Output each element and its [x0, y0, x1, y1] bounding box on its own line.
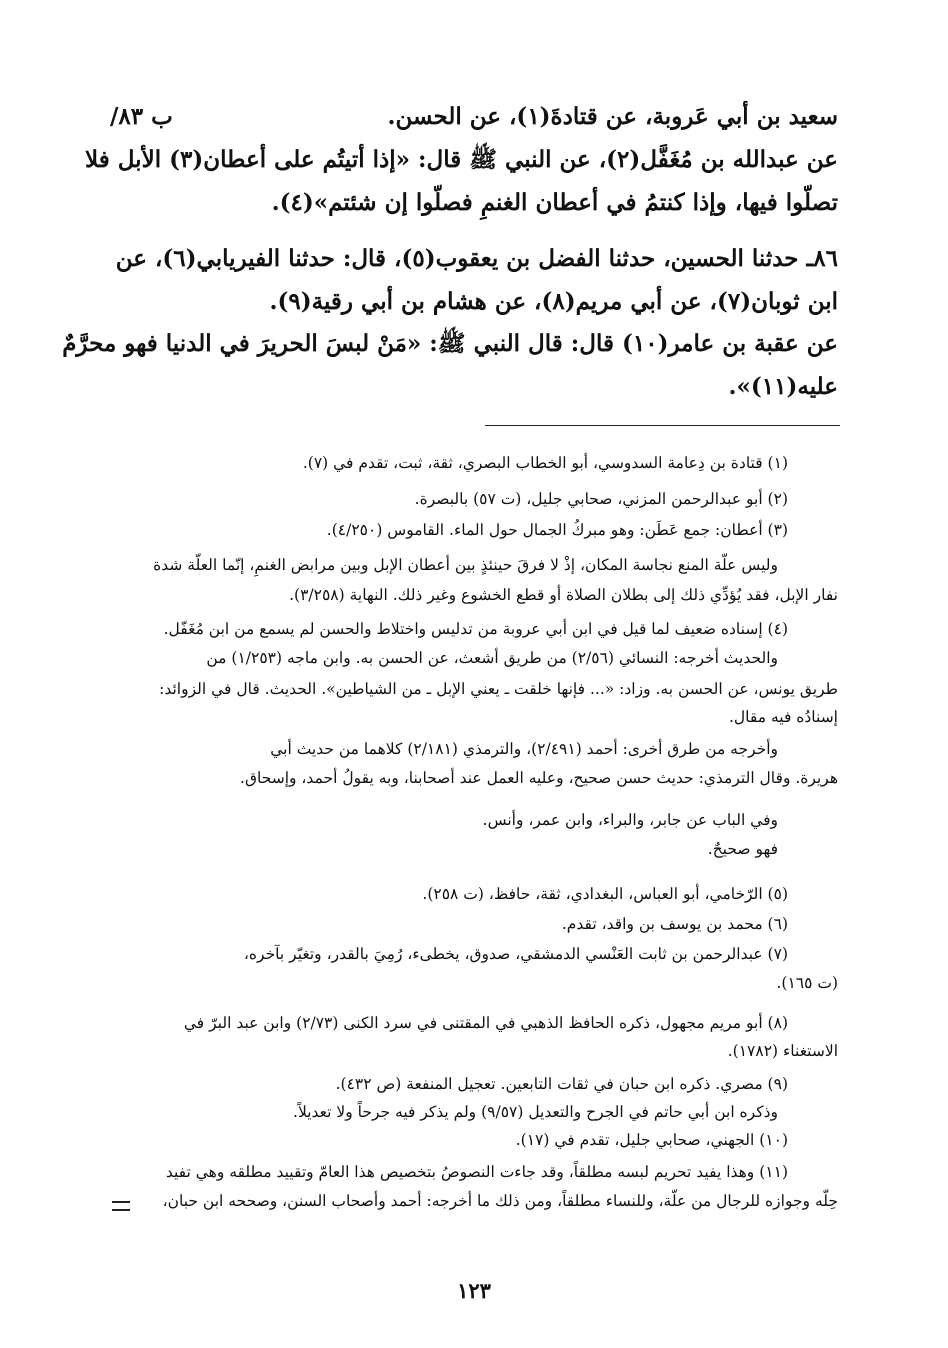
main-line: عن عبدالله بن مُغَفَّل(٢)، عن النبي ﷺ قال: «إذا أتيتُم على أعطان(٣) الأبل فلا — [85, 146, 838, 173]
continuation-mark — [112, 1201, 130, 1211]
footnote: (٧) عبدالرحمن بن ثابت العَنْسي الدمشقي، صدوق، يخطىء، رُمِيَ بالقدر، وتغيّر بآخره، — [243, 945, 788, 963]
footnote: (٣) أعطان: جمع عَطَن: وهو مبركُ الجمال حول الماء. القاموس (٤/٢٥٠). — [326, 521, 788, 539]
footnote-continuation: وأخرجه من طرق أخرى: أحمد (٢/٤٩١)، والترمذي (٢/١٨١) كلاهما من حديث أبي — [270, 740, 778, 758]
main-line: عليه(١١)». — [728, 373, 838, 400]
footnote: (١٠) الجهني، صحابي جليل، تقدم في (١٧). — [515, 1131, 788, 1149]
main-line: عن عقبة بن عامر(١٠) قال: قال النبي ﷺ: «مَنْ لبسَ الحريرَ في الدنيا فهو محرَّمٌ — [62, 330, 838, 357]
footnote: (٦) محمد بن يوسف بن واقد، تقدم. — [561, 915, 788, 933]
footnote: (٩) مصري. ذكره ابن حبان في ثقات التابعين. تعجيل المنفعة (ص ٤٣٢). — [335, 1075, 788, 1093]
footnote: (١١) وهذا يفيد تحريم لبسه مطلقاً، وقد جاءت النصوصُ بتخصيص هذا العامّ وتقييد مطلقه وهي تفيد — [165, 1163, 788, 1181]
footnote-conclusion: فهو صحيحٌ. — [707, 840, 778, 858]
footnote-continuation: حِلّه وجوازه للرجال من علّة، وللنساء مطلقاً، ومن ذلك ما أخرجه: أحمد وأصحاب السنن، وصححه ابن حبان، — [162, 1192, 838, 1210]
footnote: (٥) الرّخامي، أبو العباس، البغدادي، ثقة، حافظ، (ت ٢٥٨). — [422, 885, 788, 903]
page-number: ١٢٣ — [457, 1278, 491, 1303]
footnote-continuation: نفار الإبل، فقد يُؤدِّي ذلك إلى بطلان الصلاة أو قطع الخشوع وغير ذلك. النهاية (٣/٢٥٨). — [289, 586, 838, 604]
footnote-continuation: والحديث أخرجه: النسائي (٢/٥٦) من طريق أشعث، عن الحسن به. وابن ماجه (١/٢٥٣) من — [206, 649, 778, 667]
footnote-continuation: هريرة. وقال الترمذي: حديث حسن صحيح، وعليه العمل عند أصحابنا، وبه يقولُ أحمد، وإسحاق. — [240, 769, 838, 787]
footnote: (٢) أبو عبدالرحمن المزني، صحابي جليل، (ت ٥٧) بالبصرة. — [414, 490, 788, 508]
main-line: سعيد بن أبي عَروبة، عن قتادةَ(١)، عن الحسن. /۸۳ ب — [110, 100, 838, 134]
footnote: (٨) أبو مريم مجهول، ذكره الحافظ الذهبي في المقتنى في سرد الكنى (٢/٧٣) وابن عبد البرّ في — [183, 1014, 788, 1032]
main-line: ابن ثوبان(٧)، عن أبي مريم(٨)، عن هشام بن أبي رقية(٩). — [269, 288, 838, 315]
footnote-continuation: (ت ١٦٥). — [776, 974, 838, 992]
footnote-separator — [485, 425, 840, 426]
manuscript-folio-ref: /۸۳ ب — [110, 103, 173, 130]
footnote-continuation: طريق يونس، عن الحسن به. وزاد: «... فإنها خلقت ـ يعني الإبل ـ من الشياطين». الحديث. قال في الزوائد: — [159, 680, 838, 698]
footnote: (١) قتادة بن دِعامة السدوسي، أبو الخطاب البصري، ثقة، ثبت، تقدم في (٧). — [302, 454, 788, 472]
footnote-continuation: وفي الباب عن جابر، والبراء، وابن عمر، وأنس. — [482, 811, 778, 829]
main-line: ٨٦ـ حدثنا الحسين، حدثنا الفضل بن يعقوب(٥)، قال: حدثنا الفيريابي(٦)، عن — [115, 245, 838, 272]
footnote-continuation: إسنادُه فيه مقال. — [728, 708, 838, 726]
footnote-continuation: وليس علّة المنع نجاسة المكان، إذْ لا فرقَ حينئذٍ بين أعطان الإبل وبين مرابض الغنمِ، إنّما العلّة شدة — [153, 556, 778, 574]
main-line: تصلّوا فيها، وإذا كنتمُ في أعطان الغنمِ فصلّوا إن شئتم»(٤). — [271, 189, 838, 216]
footnote: (٤) إسناده ضعيف لما قيل في ابن أبي عروبة من تدليس واختلاط والحسن لم يسمع من ابن مُغَفّل. — [163, 620, 788, 638]
footnote-continuation: وذكره ابن أبي حاتم في الجرح والتعديل (٩/٥٧) ولم يذكر فيه جرحاً ولا تعديلاً. — [293, 1103, 778, 1121]
footnote-continuation: الاستغناء (١٧٨٢). — [727, 1042, 838, 1060]
